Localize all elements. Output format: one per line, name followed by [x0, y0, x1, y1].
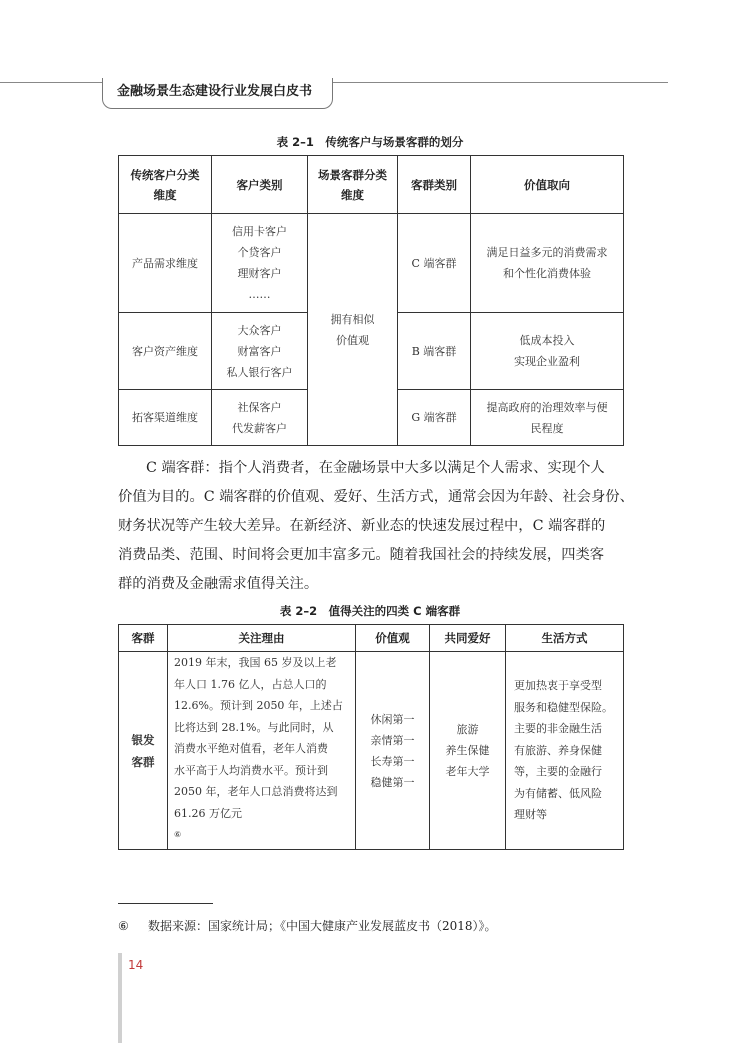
dimension-cell: 拓客渠道维度	[119, 390, 212, 446]
page-number: 14	[128, 958, 144, 972]
table-customer-division	[118, 155, 624, 446]
scene-dimension-cell: 拥有相似 价值观	[308, 214, 398, 446]
group-cell: C 端客群	[398, 214, 471, 313]
lifestyle-cell: 更加热衷于享受型 服务和稳健型保险。 主要的非金融生活 有旅游、养身保健 等，主要的金融行 为有储蓄、低风险 理财等	[506, 652, 624, 850]
footnote-text: 数据来源：国家统计局；《中国大健康产业发展蓝皮书（2018）》。	[148, 919, 497, 933]
group-cell: G 端客群	[398, 390, 471, 446]
hobbies-cell: 旅游 养生保健 老年大学	[430, 652, 506, 850]
table-header-row	[119, 156, 624, 214]
group-cell: B 端客群	[398, 313, 471, 390]
reason-cell: 2019 年末，我国 65 岁及以上老 年人口 1.76 亿人，占总人口的 12.6%。预计到 2050 年，上述占 比将达到 28.1%。与此同时，从 消费水平绝对值看，老年人消费 水平高于人均消费水平。预计到 2050 年，老年人口总消费将达到 61.26 万亿元 ⑥	[168, 652, 356, 850]
header-rule	[0, 82, 668, 83]
col-header-hobbies: 共同爱好	[430, 625, 506, 652]
col-header-reason: 关注理由	[168, 625, 356, 652]
col-header-scene-dimension: 场景客群分类维度	[308, 156, 398, 214]
footnote	[118, 917, 497, 934]
col-header-lifestyle: 生活方式	[506, 625, 624, 652]
footnote-rule	[118, 903, 213, 904]
customer-types-cell: 社保客户 代发薪客户	[212, 390, 308, 446]
col-header-traditional-dimension: 传统客户分类维度	[119, 156, 212, 214]
page-margin-bar	[118, 953, 122, 1043]
col-header-value-orientation: 价值取向	[471, 156, 624, 214]
footnote-mark: ⑥	[118, 919, 129, 933]
table1-caption: 表 2–1 传统客户与场景客群的划分	[276, 135, 464, 149]
group-cell: 银发 客群	[119, 652, 168, 850]
customer-types-cell: 信用卡客户 个贷客户 理财客户 ……	[212, 214, 308, 313]
body-paragraph: C 端客群：指个人消费者，在金融场景中大多以满足个人需求、实现个人 价值为目的。C 端客群的价值观、爱好、生活方式，通常会因为年龄、社会身份、 财务状况等产生较大差异。在新经济、新业态的快速发展过程中，C 端客群的 消费品类、范围、时间将会更加丰富多元。随着我国社会的持续发展，四类客 群的消费及金融需求值得关注。	[118, 460, 634, 592]
table2-caption: 表 2–2 值得关注的四类 C 端客群	[279, 604, 461, 618]
dimension-cell: 客户资产维度	[119, 313, 212, 390]
table-row	[119, 652, 624, 850]
table-header-row	[119, 625, 624, 652]
running-header: 金融场景生态建设行业发展白皮书	[102, 78, 333, 109]
col-header-customer-type: 客户类别	[212, 156, 308, 214]
value-cell: 提高政府的治理效率与便 民程度	[471, 390, 624, 446]
values-cell: 休闲第一 亲情第一 长寿第一 稳健第一	[356, 652, 430, 850]
table-four-c-groups	[118, 624, 624, 850]
footnote-ref[interactable]: ⑥	[174, 830, 182, 839]
customer-types-cell: 大众客户 财富客户 私人银行客户	[212, 313, 308, 390]
col-header-group-type: 客群类别	[398, 156, 471, 214]
table-row	[119, 214, 624, 313]
value-cell: 低成本投入 实现企业盈利	[471, 313, 624, 390]
value-cell: 满足日益多元的消费需求 和个性化消费体验	[471, 214, 624, 313]
dimension-cell: 产品需求维度	[119, 214, 212, 313]
col-header-values: 价值观	[356, 625, 430, 652]
col-header-group: 客群	[119, 625, 168, 652]
